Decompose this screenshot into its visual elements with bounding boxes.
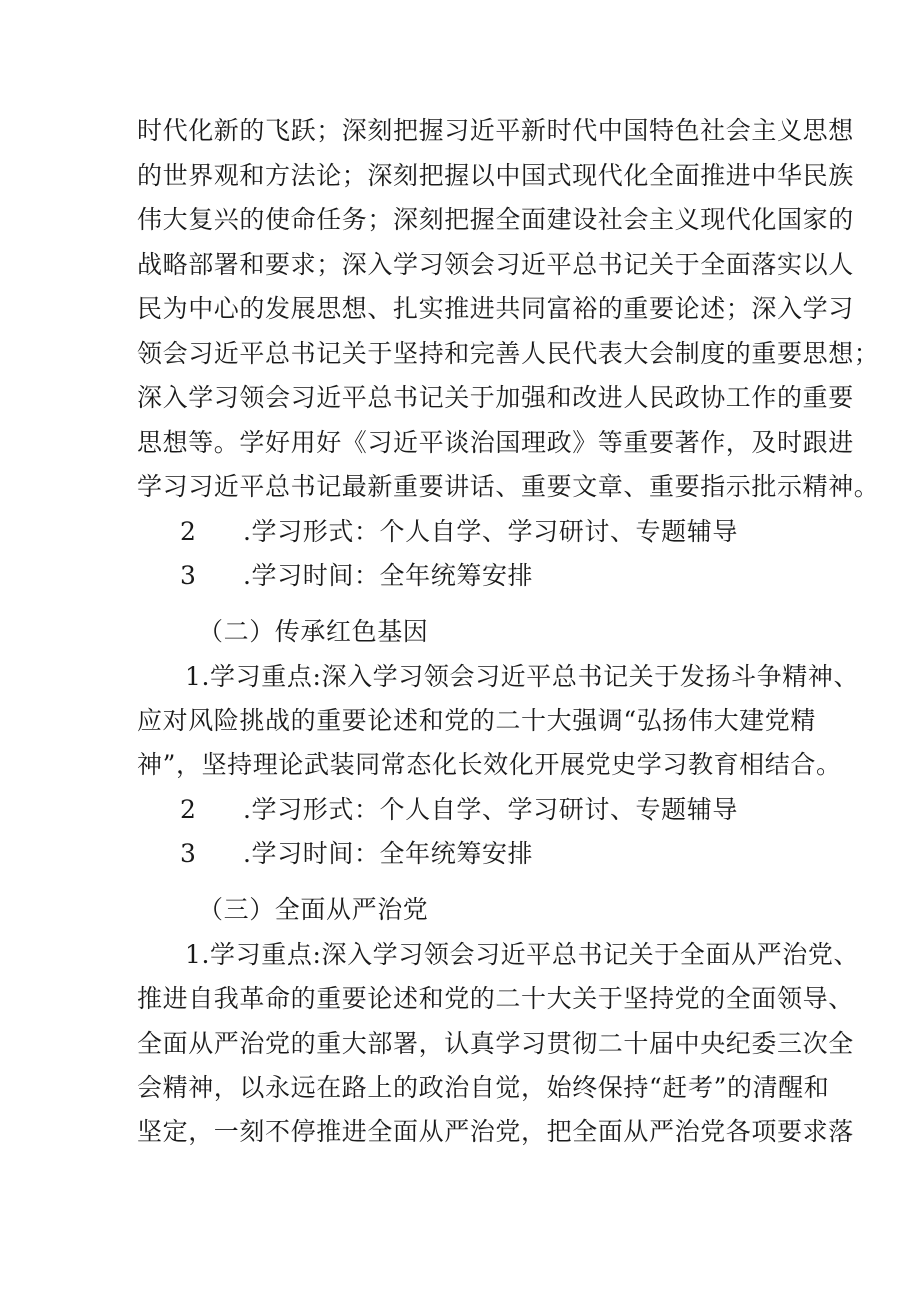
paragraph-line: 战略部署和要求；深入学习领会习近平总书记关于全面落实以人 — [137, 250, 854, 279]
list-item-text: .学习形式：个人自学、学习研讨、专题辅导 — [243, 517, 738, 546]
list-item-text: .学习形式：个人自学、学习研讨、专题辅导 — [243, 795, 738, 824]
paragraph-line: 神”，坚持理论武装同常态化长效化开展党史学习教育相结合。 — [137, 750, 842, 779]
paragraph-line: 全面从严治党的重大部署，认真学习贯彻二十届中央纪委三次全 — [137, 1029, 854, 1058]
paragraph-line: 时代化新的飞跃；深刻把握习近平新时代中国特色社会主义思想 — [137, 116, 854, 145]
paragraph-line: 应对风险挑战的重要论述和党的二十大强调“弘扬伟大建党精 — [137, 706, 816, 735]
section-heading: （二）传承红色基因 — [198, 617, 429, 646]
paragraph-line: 深入学习领会习近平总书记关于加强和改进人民政协工作的重要 — [137, 383, 854, 412]
list-item-number: 2 — [180, 795, 196, 824]
paragraph-line: 民为中心的发展思想、扎实推进共同富裕的重要论述；深入学习 — [137, 294, 854, 323]
paragraph-line: 伟大复兴的使命任务；深刻把握全面建设社会主义现代化国家的 — [137, 205, 854, 234]
paragraph-line: 坚定，一刻不停推进全面从严治党，把全面从严治党各项要求落 — [137, 1117, 854, 1146]
paragraph-line: 1.学习重点:深入学习领会习近平总书记关于发扬斗争精神、 — [185, 662, 860, 691]
paragraph-line: 推进自我革命的重要论述和党的二十大关于坚持党的全面领导、 — [137, 984, 854, 1013]
list-item-number: 3 — [180, 839, 196, 868]
paragraph-line: 学习习近平总书记最新重要讲话、重要文章、重要指示批示精神。 — [137, 472, 880, 501]
paragraph-line: 1.学习重点:深入学习领会习近平总书记关于全面从严治党、 — [185, 940, 860, 969]
paragraph-line: 的世界观和方法论；深刻把握以中国式现代化全面推进中华民族 — [137, 161, 854, 190]
list-item-number: 3 — [180, 561, 196, 590]
section-heading: （三）全面从严治党 — [198, 895, 429, 924]
list-item-number: 2 — [180, 517, 196, 546]
list-item-text: .学习时间：全年统筹安排 — [243, 839, 534, 868]
paragraph-line: 会精神，以永远在路上的政治自觉，始终保持“赶考”的清醒和 — [137, 1073, 830, 1102]
paragraph-line: 思想等。学好用好《习近平谈治国理政》等重要著作，及时跟进 — [137, 428, 854, 457]
paragraph-line: 领会习近平总书记关于坚持和完善人民代表大会制度的重要思想； — [137, 339, 880, 368]
list-item-text: .学习时间：全年统筹安排 — [243, 561, 534, 590]
